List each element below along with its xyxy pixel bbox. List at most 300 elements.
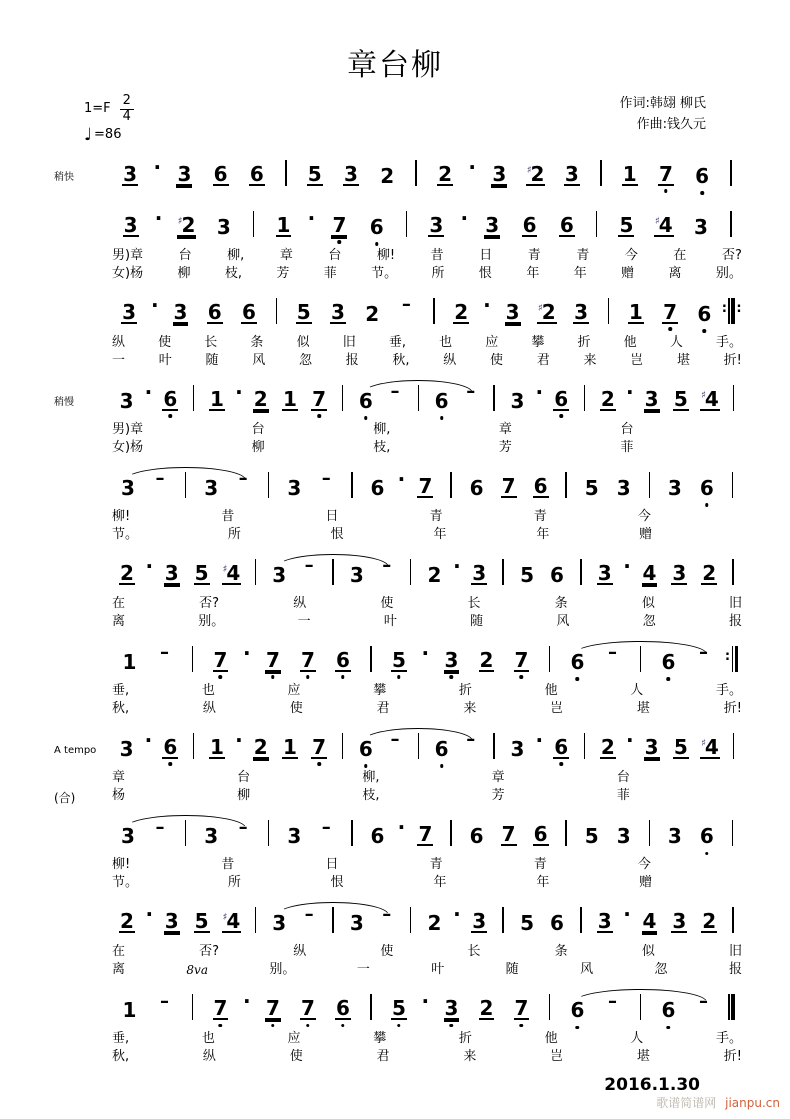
note-cell — [474, 212, 511, 237]
lyric-syllable: 使 — [289, 700, 303, 716]
lyric-syllable: 枝, — [224, 265, 242, 281]
note: 3 — [492, 161, 507, 186]
barline — [720, 160, 742, 186]
lyric-syllable: 芳 — [498, 439, 512, 455]
lyric-syllable: 他 — [623, 334, 637, 350]
barline — [728, 994, 730, 1020]
augmentation-dot: · — [242, 640, 251, 665]
lyric-syllable: 台 — [328, 247, 342, 263]
time-signature-numerator: 2 — [120, 94, 134, 110]
barline — [640, 820, 659, 846]
lyric-syllable: 他 — [544, 1031, 558, 1047]
lyric-row-2 — [112, 961, 742, 979]
note-cell — [112, 388, 141, 413]
note-cell — [163, 299, 197, 324]
note: 3 — [472, 560, 487, 585]
notes-row — [112, 379, 742, 421]
lyric-syllable: 旧 — [342, 334, 356, 350]
note-cell — [361, 475, 393, 500]
barline — [185, 820, 187, 846]
note-cell — [291, 647, 326, 672]
augmentation-dot: · — [397, 466, 406, 491]
note: 1 — [628, 299, 643, 324]
tie — [112, 814, 259, 849]
note: 2 — [600, 734, 615, 759]
augmentation-dot: · — [421, 989, 430, 1014]
system-gutter — [54, 727, 112, 805]
note-cell — [635, 560, 665, 585]
note: 6 — [554, 734, 569, 759]
barline — [259, 472, 278, 498]
dash: – — [304, 903, 314, 925]
note-cell — [203, 998, 238, 1020]
sharp-icon: ♯ — [177, 215, 182, 227]
lyric-syllable: 柳 — [177, 265, 191, 281]
barline — [370, 994, 372, 1020]
barline — [246, 907, 264, 933]
note-cell — [512, 911, 542, 936]
note: 6 — [207, 299, 222, 324]
note: 3 — [119, 736, 134, 761]
augmentation-dot: · — [535, 727, 544, 752]
note-cell — [418, 212, 455, 237]
dash: – — [321, 816, 331, 838]
lyric-syllable: 纵 — [443, 352, 457, 368]
lyric-syllable: 也 — [439, 334, 453, 350]
notes-row — [112, 640, 742, 682]
note-cell — [246, 734, 275, 759]
lyric-row-1 — [112, 334, 742, 352]
lyric-syllable: 风 — [556, 613, 570, 629]
lyric-syllable: 君 — [536, 352, 550, 368]
barline — [193, 733, 195, 759]
lyric-syllable: 攀 — [373, 1031, 387, 1047]
note: 1 — [276, 212, 291, 237]
note: 6 — [358, 388, 373, 413]
lyric-syllable: 也 — [201, 1031, 215, 1047]
note-cell — [427, 388, 456, 413]
note: 1 — [210, 386, 224, 411]
lyric-syllable: 青 — [576, 247, 590, 263]
tempo-mark: 稍快 — [54, 171, 74, 183]
note-cell — [239, 161, 275, 186]
note-cell — [187, 560, 217, 585]
lyric-syllable: 折 — [577, 334, 591, 350]
note: 5 — [392, 996, 406, 1021]
lyric-syllable: 似 — [641, 944, 655, 960]
note-cell — [291, 998, 326, 1020]
note-cell — [659, 824, 691, 849]
note: 5 — [194, 909, 209, 934]
augmentation-dot: · — [154, 205, 163, 230]
lyric-syllable: 台 — [616, 769, 630, 785]
barline — [580, 907, 582, 933]
lyric-row-1 — [112, 682, 742, 700]
note: 7 — [514, 647, 529, 672]
note: 6 — [661, 998, 676, 1023]
lyric-syllable: 菲 — [323, 265, 337, 281]
note: 3 — [173, 299, 188, 324]
note-cell — [256, 998, 291, 1020]
sharp-icon: ♯ — [222, 563, 227, 575]
lyric-syllable: 年 — [536, 526, 550, 542]
barline — [361, 994, 382, 1020]
note-cell — [342, 562, 372, 587]
note: 5 — [392, 647, 406, 672]
lyric-syllable: 所 — [431, 265, 445, 281]
note-cell — [547, 386, 576, 411]
dash: – — [238, 468, 248, 490]
note: 6 — [241, 299, 256, 324]
note: 6 — [697, 301, 712, 326]
note-cell — [608, 824, 640, 849]
note: 1 — [282, 386, 297, 411]
note-cell — [112, 649, 147, 674]
note: 7 — [418, 473, 433, 498]
note: 6 — [369, 214, 384, 239]
barline — [590, 160, 612, 186]
barline — [494, 907, 512, 933]
lyric-syllable: 随 — [470, 613, 484, 629]
note: 7 — [312, 734, 327, 759]
lyric-syllable: 枝, — [362, 787, 380, 803]
lyric-syllable: 使 — [380, 944, 394, 960]
note-cell — [564, 299, 598, 324]
note-cell — [321, 212, 358, 237]
note-cell — [217, 560, 247, 585]
system-body — [112, 292, 742, 370]
composition-date: 2016.1.30 — [604, 1075, 700, 1096]
note-cell — [112, 736, 141, 761]
note: 3 — [429, 212, 444, 237]
note-cell — [232, 299, 266, 324]
note-cell — [205, 214, 242, 239]
lyric-syllable: 在 — [673, 247, 687, 263]
barline — [351, 472, 353, 498]
lyric-syllable: 青 — [429, 508, 443, 524]
lyric-syllable: 离 — [112, 613, 126, 629]
note-cell — [554, 161, 590, 186]
note-cell — [444, 299, 478, 324]
system-body — [112, 466, 742, 544]
repeat-dots: : — [736, 301, 742, 317]
note-cell — [590, 560, 620, 585]
notes-row — [112, 292, 742, 334]
augmentation-dot: · — [153, 154, 162, 179]
note: 6 — [163, 734, 178, 759]
note: 3 — [510, 736, 525, 761]
note: 2 — [380, 163, 395, 188]
lyric-syllable: 台 — [237, 769, 251, 785]
lyric-row-2 — [112, 1048, 742, 1066]
note-cell — [157, 911, 187, 933]
lyric-syllable: 垂, — [112, 1031, 130, 1047]
dash: – — [608, 990, 617, 1012]
note-cell — [326, 647, 361, 672]
lyric-syllable: 章 — [498, 421, 512, 437]
note-cell — [659, 475, 691, 500]
barline — [725, 733, 743, 759]
dash: – — [466, 381, 476, 403]
barline — [584, 733, 586, 759]
barline — [351, 820, 353, 846]
lyric-syllable: 所 — [227, 875, 241, 891]
lyric-syllable: 一 — [356, 962, 370, 978]
barline — [585, 211, 607, 237]
note-cell — [525, 824, 557, 846]
lyric-syllable: 昔 — [430, 247, 444, 263]
system-row — [54, 814, 742, 892]
dash: – — [160, 642, 169, 664]
note: 7 — [658, 161, 673, 186]
barline — [502, 907, 504, 933]
note-cell — [503, 388, 532, 413]
system-gutter — [54, 553, 112, 631]
lyric-syllable: 随 — [205, 352, 219, 368]
barline — [576, 385, 594, 411]
notes-row — [112, 205, 742, 247]
lyric-syllable: 否? — [199, 944, 220, 960]
note: 2 — [702, 560, 717, 585]
lyric-syllable: 柳, — [227, 247, 245, 263]
lyric-syllable: 人 — [669, 334, 683, 350]
dash: – — [382, 903, 392, 925]
barline — [334, 385, 352, 411]
barline — [730, 211, 732, 237]
augmentation-dot: · — [421, 640, 430, 665]
note-cell — [409, 824, 441, 846]
lyric-row-1 — [112, 856, 742, 874]
augmentation-dot: · — [397, 815, 406, 840]
barline — [324, 907, 342, 933]
system-row — [54, 379, 742, 457]
barline — [418, 385, 420, 411]
barline — [410, 385, 428, 411]
lyric-syllable: 似 — [296, 334, 310, 350]
system-row — [54, 727, 742, 805]
lyric-row-1 — [112, 421, 742, 439]
note: 3 — [672, 560, 687, 585]
note-cell — [547, 734, 576, 759]
lyric-syllable: 使 — [490, 352, 504, 368]
note: 4 — [642, 909, 657, 934]
lyric-row-1 — [112, 508, 742, 526]
note: 6 — [469, 824, 484, 849]
composer-credit: 作曲:钱久元 — [636, 116, 706, 132]
lyric-row-1 — [112, 943, 742, 961]
lyric-syllable: 应 — [287, 1031, 301, 1047]
note: 3 — [694, 214, 708, 239]
note: 6 — [695, 163, 710, 188]
augmentation-dot: · — [144, 379, 153, 404]
note-cell — [504, 647, 539, 672]
lyric-syllable: 章 — [112, 769, 126, 785]
barline — [640, 646, 642, 672]
note-cell — [512, 562, 542, 587]
lyric-syllable: 长 — [467, 595, 481, 611]
barline — [732, 820, 734, 846]
note-cell — [326, 998, 361, 1020]
note-cell — [434, 647, 469, 672]
lyric-syllable: 台 — [178, 247, 192, 263]
barline-thick — [731, 994, 735, 1020]
lyric-syllable: 离 — [112, 962, 126, 978]
note: 3 — [119, 388, 134, 413]
note-cell — [608, 212, 645, 237]
lyric-syllable: 来 — [463, 700, 477, 716]
lyric-syllable: 随 — [505, 962, 519, 978]
note: 7 — [312, 386, 327, 411]
notes-row — [112, 814, 742, 856]
barline — [259, 820, 278, 846]
lyric-syllable: 纵 — [293, 595, 307, 611]
lyric-syllable: 昔 — [221, 857, 235, 873]
lyric-syllable: 所 — [227, 526, 241, 542]
barline — [732, 646, 734, 672]
octave-mark: 8va — [186, 963, 208, 978]
barline — [268, 472, 270, 498]
lyric-syllable: 日 — [479, 247, 493, 263]
note-cell — [461, 824, 493, 849]
augmentation-dot: · — [468, 154, 477, 179]
barline — [557, 472, 576, 498]
note-cell — [264, 562, 294, 587]
dash: – — [321, 468, 331, 490]
barline — [539, 646, 560, 672]
lyric-syllable: 今 — [637, 508, 651, 524]
note: 7 — [213, 996, 228, 1021]
lyric-syllable: 一 — [112, 352, 126, 368]
note: 6 — [570, 998, 585, 1023]
note-cell — [576, 824, 608, 849]
lyric-row-1 — [112, 595, 742, 613]
lyric-syllable: 报 — [345, 352, 359, 368]
lyric-syllable: 垂, — [112, 682, 130, 698]
tie — [560, 640, 721, 672]
notes-row — [112, 154, 742, 196]
note: 3 — [287, 475, 302, 500]
note-cell — [112, 299, 146, 324]
note: 5 — [520, 911, 534, 936]
note-cell — [504, 998, 539, 1020]
barline — [485, 733, 503, 759]
lyric-syllable: 在 — [112, 595, 126, 611]
lyric-syllable: 纵 — [202, 1049, 216, 1065]
note-cell — [542, 911, 572, 936]
barline — [584, 385, 586, 411]
barline — [720, 211, 742, 237]
lyric-syllable: 柳, — [362, 769, 380, 785]
barline — [334, 733, 352, 759]
note: 6 — [163, 386, 178, 411]
note: 6 — [570, 649, 585, 674]
note-cell — [275, 734, 304, 759]
barline — [193, 385, 195, 411]
note-cell — [530, 299, 564, 324]
barline — [361, 646, 382, 672]
barline — [275, 160, 297, 186]
lyric-syllable: 折! — [723, 352, 742, 368]
note-cell — [264, 911, 294, 936]
note: 3 — [444, 647, 459, 672]
lyric-syllable: 忽 — [642, 613, 656, 629]
system-body — [112, 553, 742, 631]
barline — [285, 160, 287, 186]
lyric-syllable: 恨 — [330, 526, 344, 542]
lyric-syllable: 报 — [728, 613, 742, 629]
system-body — [112, 154, 742, 196]
barline — [410, 907, 412, 933]
barline — [410, 733, 428, 759]
note: 5 — [296, 299, 311, 324]
note-cell — [576, 475, 608, 500]
note-cell — [168, 212, 205, 237]
lyric-syllable: 年 — [526, 265, 540, 281]
lyric-row-2 — [112, 874, 742, 892]
note: 2 — [427, 562, 442, 587]
note: 6 — [336, 647, 350, 672]
note-cell — [694, 911, 724, 933]
note: 7 — [663, 299, 678, 324]
note-cell — [297, 161, 333, 186]
barline — [732, 907, 734, 933]
system-body — [112, 988, 742, 1066]
lyric-syllable: 昔 — [221, 508, 235, 524]
lyric-syllable: 年 — [433, 875, 447, 891]
barline-thick — [735, 646, 739, 672]
note: 3 — [349, 911, 364, 936]
system-gutter — [54, 640, 112, 718]
augmentation-dot: · — [625, 379, 634, 404]
barline — [576, 733, 594, 759]
augmentation-dot: · — [623, 902, 631, 927]
notes-row — [112, 988, 742, 1030]
barline — [450, 820, 452, 846]
augmentation-dot: · — [145, 902, 154, 927]
note-cell — [593, 386, 622, 411]
lyric-syllable: 男)章 — [112, 421, 144, 437]
barline — [176, 472, 195, 498]
lyric-syllable: 在 — [112, 944, 126, 960]
lyric-syllable: 人 — [630, 682, 644, 698]
barline — [724, 907, 742, 933]
lyric-row-1 — [112, 247, 742, 265]
note-cell — [651, 998, 686, 1023]
note: 3 — [121, 824, 135, 849]
barline — [580, 559, 582, 585]
tempo-value: =86 — [94, 127, 122, 143]
note-cell — [687, 301, 721, 326]
time-signature — [120, 94, 134, 125]
lyric-syllable: 岂 — [550, 700, 564, 716]
barline — [255, 559, 257, 585]
lyric-syllable: 条 — [554, 944, 568, 960]
lyric-syllable: 叶 — [431, 962, 445, 978]
note: 6 — [370, 824, 385, 849]
barline — [502, 559, 504, 585]
note-cell — [382, 647, 417, 672]
note: 5 — [619, 212, 634, 237]
note-cell — [427, 736, 456, 761]
barline — [268, 820, 270, 846]
barline — [415, 160, 417, 186]
note-cell — [287, 299, 321, 324]
lyric-syllable: 也 — [201, 682, 215, 698]
system-row — [54, 553, 742, 631]
lyric-syllable: 青 — [527, 247, 541, 263]
note-cell — [651, 649, 686, 674]
note: 5 — [584, 475, 599, 500]
